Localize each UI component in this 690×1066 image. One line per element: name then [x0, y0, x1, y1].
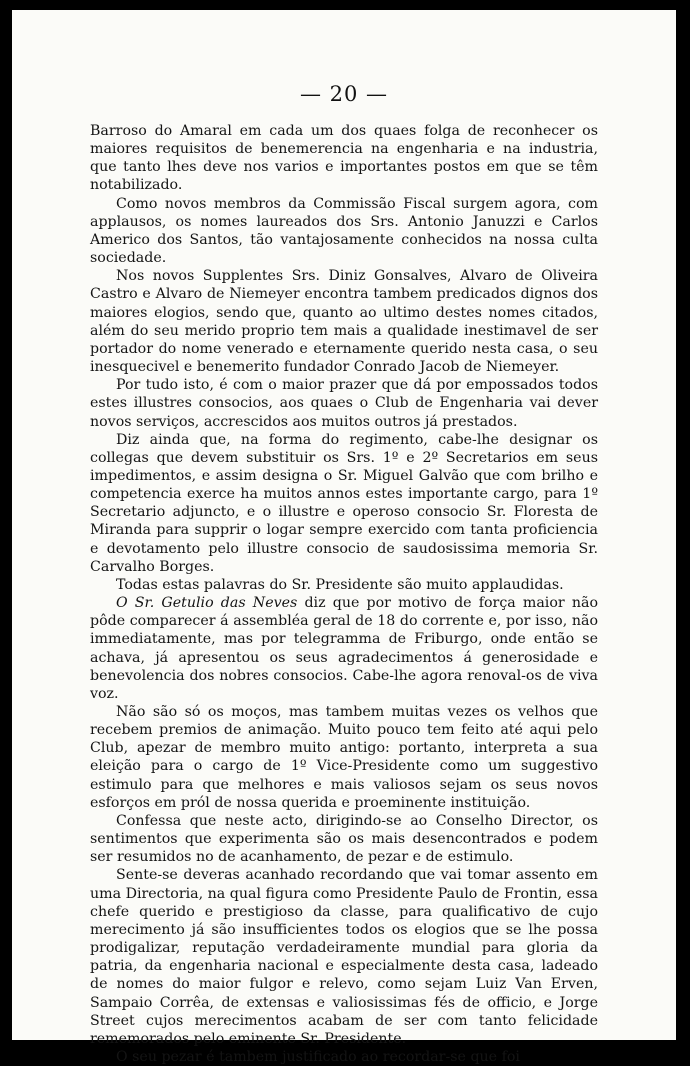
paragraph: Por tudo isto, é com o maior prazer que dá por empossados todos estes illustres consocios, aos quaes o Club de Engenharia vai dever novos serviços, accrescidos aos muitos outros já prestados. [90, 377, 598, 430]
paragraph: Não são só os moços, mas tambem muitas vezes os velhos que recebem premios de animação. Muito pouco tem feito até aqui pelo Club, apezar de membro muito antigo: portanto, interpreta a sua eleição para o cargo de 1º Vice-Presidente como um suggestivo estimulo para que melhores e mais valiosos sejam os seus novos esforços em pról de nossa querida e proeminente instituição. [90, 704, 598, 811]
paragraph: Como novos membros da Commissão Fiscal surgem agora, com applausos, os nomes laureados dos Srs. Antonio Januzzi e Carlos Americo dos Santos, tão vantajosamente conhecidos na nossa culta sociedade. [90, 195, 598, 267]
paragraph: Diz ainda que, na forma do regimento, cabe-lhe designar os collegas que devem substituir os Srs. 1º e 2º Secretarios em seus impedimentos, e assim designa o Sr. Miguel Galvão que com brilho e competencia exerce ha muitos annos estes importante cargo, para 1º Secretario adjuncto, e o illustre e operoso consocio Sr. Floresta de Miranda para supprir o logar sempre exercido com tanta proficiencia e devotamento pelo illustre consocio de saudosissima memoria Sr. Carvalho Borges. [90, 431, 598, 575]
body-text [90, 122, 598, 1066]
paragraph: Nos novos Supplentes Srs. Diniz Gonsalves, Alvaro de Oliveira Castro e Alvaro de Niemeyer encontra tambem predicados dignos dos maiores elogios, sendo que, quanto ao ultimo destes nomes citados, além do seu merido proprio tem mais a qualidade inestimavel de ser portador do nome venerado e eternamente querido nesta casa, o seu inesquecivel e benemerito fundador Conrado Jacob de Niemeyer. [90, 268, 598, 376]
paragraph [90, 594, 598, 703]
paragraph-text: diz que por motivo de força maior não pôde comparecer á assembléa geral de 18 do corrente e, por isso, não immediatamente, mas por telegramma de Friburgo, onde então se achava, já apresentou os seus agradecimentos á generosidade e benevolencia dos nobres consocios. Cabe-lhe agora renoval-os de viva voz. [90, 595, 598, 702]
paragraph: Sente-se deveras acanhado recordando que vai tomar assento em uma Directoria, na qual figura como Presidente Paulo de Frontin, essa chefe querido e prestigioso da classe, para qualificativo de cujo merecimento já são insufficientes todos os elogios que se lhe possa prodigalizar, reputação verdadeiramente mundial para gloria da patria, da engenharia nacional e especialmente desta casa, ladeado de nomes do maior fulgor e relevo, como sejam Luiz Van Erven, Sampaio Corrêa, de extensas e valiosissimas fés de officio, e Jorge Street cujos merecimentos acabam de ser com tanto felicidade rememorados pelo eminente Sr. Presidente. [90, 867, 598, 1047]
document-page [12, 10, 676, 1065]
paragraph: Barroso do Amaral em cada um dos quaes folga de reconhecer os maiores requisitos de benemerencia na engenharia e na industria, que tanto lhes deve nos varios e importantes postos em que se têm notabilizado. [90, 123, 598, 194]
paragraph: Confessa que neste acto, dirigindo-se ao Conselho Director, os sentimentos que experimenta são os mais desencontrados e podem ser resumidos no de acanhamento, de pezar e de estimulo. [90, 812, 598, 866]
speaker-name: O Sr. Getulio das Neves [116, 595, 298, 612]
paragraph: O seu pezar é tambem justificado ao recordar-se que foi [116, 1048, 520, 1065]
page-number: — 20 — [299, 82, 389, 106]
paragraph: Todas estas palavras do Sr. Presidente são muito applaudidas. [116, 576, 564, 593]
